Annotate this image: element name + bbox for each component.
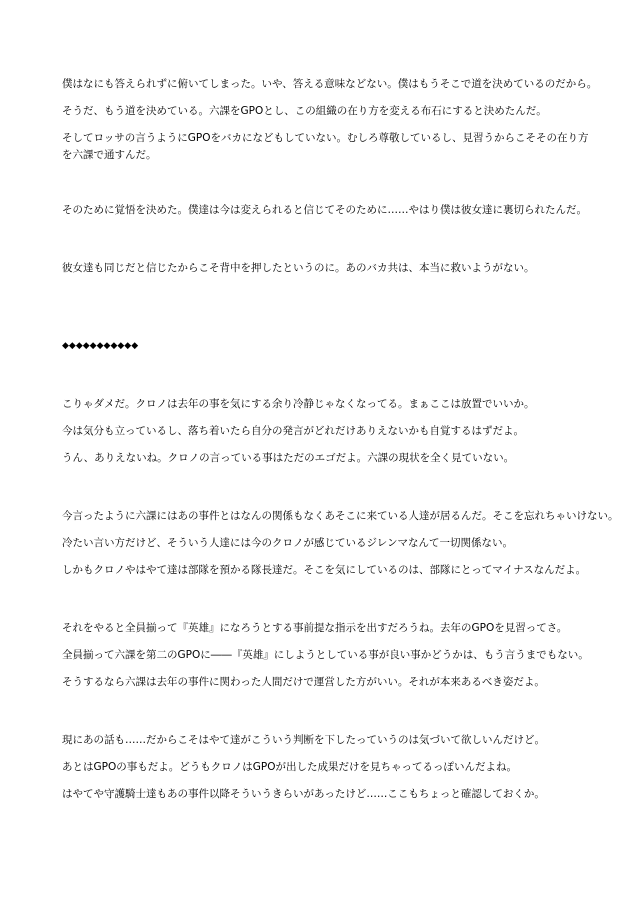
paragraph-5: 彼女達も同じだと信じたからこそ背中を押したというのに。あのバカ共は、本当に救いようがない。 bbox=[62, 262, 535, 274]
section-divider: ◆◆◆◆◆◆◆◆◆◆◆ bbox=[62, 341, 139, 351]
paragraph-15: 現にあの話も……だからこそはやて達がこういう判断を下したっていうのは気づいて欲しいんだけど。 bbox=[62, 734, 545, 746]
paragraph-10: 冷たい言い方だけど、そういう人達には今のクロノが感じているジレンマなんて一切関係ない。 bbox=[62, 537, 513, 549]
paragraph-9: 今言ったように六課にはあの事件とはなんの関係もなくあそこに来ている人達が居るんだ。そこを忘れちゃいけない。 bbox=[62, 510, 619, 522]
paragraph-3: そしてロッサの言うようにGPOをバカになどもしていない。むしろ尊敬しているし、見習うからこそその在り方を六課で通すんだ。 bbox=[62, 132, 589, 161]
paragraph-7: 今は気分も立っているし、落ち着いたら自分の発言がどれだけありえないかも自覚するはずだよ。 bbox=[62, 425, 524, 437]
paragraph-14: そうするなら六課は去年の事件に関わった人間だけで運営した方がいい。それが本来あるべき姿だよ。 bbox=[62, 676, 545, 688]
paragraph-2: そうだ、もう道を決めている。六課をGPOとし、この組織の在り方を変える布石にすると決めたんだ。 bbox=[62, 105, 547, 117]
paragraph-13: 全員揃って六課を第二のGPOに――『英雄』にしようとしている事が良い事かどうかは、もう言うまでもない。 bbox=[62, 649, 589, 661]
paragraph-6: こりゃダメだ。クロノは去年の事を気にする余り冷静じゃなくなってる。まぁここは放置でいいか。 bbox=[62, 398, 535, 410]
paragraph-16: あとはGPOの事もだよ。どうもクロノはGPOが出した成果だけを見ちゃってるっぽいんだよね。 bbox=[62, 761, 517, 773]
paragraph-1: 僕はなにも答えられずに俯いてしまった。いや、答える意味などない。僕はもうそこで道を決めているのだから。 bbox=[62, 78, 598, 90]
paragraph-8: うん、ありえないね。クロノの言っている事はただのエゴだよ。六課の現状を全く見ていない。 bbox=[62, 452, 515, 464]
paragraph-4: そのために覚悟を決めた。僕達は今は変えられると信じてそのために……やはり僕は彼女達に裏切られたんだ。 bbox=[62, 204, 587, 216]
paragraph-12: それをやると全員揃って『英雄』になろうとする事前提な指示を出すだろうね。去年のGPOを見習ってさ。 bbox=[62, 622, 568, 634]
paragraph-11: しかもクロノやはやて達は部隊を預かる隊長達だ。そこを気にしているのは、部隊にとってマイナスなんだよ。 bbox=[62, 564, 587, 576]
paragraph-17: はやてや守護騎士達もあの事件以降そういうきらいがあったけど……ここもちょっと確認しておくか。 bbox=[62, 788, 545, 800]
